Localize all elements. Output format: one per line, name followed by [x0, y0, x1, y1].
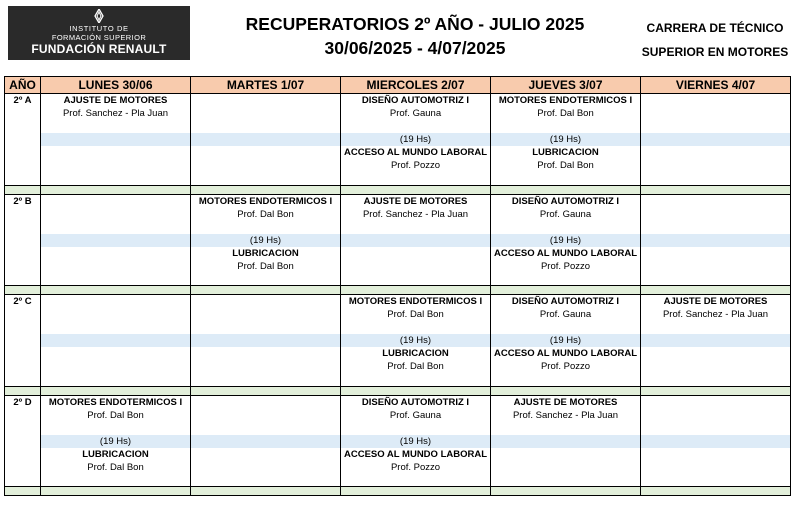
schedule-cell: [641, 120, 791, 133]
separator-cell: [5, 286, 41, 295]
table-row: [5, 308, 791, 321]
table-row: [5, 107, 791, 120]
schedule-cell: ACCESO AL MUNDO LABORAL: [341, 146, 491, 159]
table-row: [5, 247, 791, 260]
separator-cell: [191, 185, 341, 194]
table-row: [5, 373, 791, 386]
group-separator: [5, 185, 791, 194]
separator-cell: [341, 185, 491, 194]
separator-cell: [191, 286, 341, 295]
schedule-cell: [41, 260, 191, 273]
separator-cell: [41, 286, 191, 295]
table-row: [5, 221, 791, 234]
schedule-cell: [191, 295, 341, 309]
schedule-cell: AJUSTE DE MOTORES: [641, 295, 791, 309]
institute-logo: [8, 6, 190, 60]
table-row: [5, 409, 791, 422]
table-row: [5, 172, 791, 185]
schedule-cell: DISEÑO AUTOMOTRIZ I: [491, 194, 641, 208]
schedule-cell: [41, 321, 191, 334]
schedule-cell: [191, 273, 341, 286]
schedule-cell: LUBRICACION: [491, 146, 641, 159]
schedule-cell: [41, 234, 191, 247]
column-header-miercoles: MIERCOLES 2/07: [341, 77, 491, 94]
schedule-cell: [641, 409, 791, 422]
schedule-cell: [491, 373, 641, 386]
schedule-cell: Prof. Gauna: [491, 308, 641, 321]
group-separator: [5, 386, 791, 395]
table-row: [5, 422, 791, 435]
schedule-cell: [641, 133, 791, 146]
schedule-cell: Prof. Pozzo: [341, 461, 491, 474]
schedule-cell: [341, 247, 491, 260]
schedule-cell: [41, 146, 191, 159]
column-header-anio: AÑO: [5, 77, 41, 94]
schedule-cell: Prof. Sanchez - Pla Juan: [641, 308, 791, 321]
schedule-cell: Prof. Dal Bon: [491, 107, 641, 120]
schedule-cell: [641, 107, 791, 120]
schedule-cell: [341, 373, 491, 386]
schedule-cell: DISEÑO AUTOMOTRIZ I: [491, 295, 641, 309]
column-header-martes: MARTES 1/07: [191, 77, 341, 94]
schedule-table: [4, 76, 791, 496]
schedule-cell: Prof. Dal Bon: [341, 360, 491, 373]
schedule-cell: AJUSTE DE MOTORES: [41, 94, 191, 108]
schedule-cell: Prof. Gauna: [341, 107, 491, 120]
renault-diamond-icon: [92, 9, 106, 23]
schedule-cell: [641, 395, 791, 409]
schedule-cell: [191, 474, 341, 487]
schedule-cell: [641, 172, 791, 185]
separator-cell: [5, 386, 41, 395]
separator-cell: [41, 185, 191, 194]
schedule-cell: [641, 360, 791, 373]
schedule-cell: [41, 334, 191, 347]
schedule-cell: [641, 260, 791, 273]
column-header-lunes: LUNES 30/06: [41, 77, 191, 94]
group-separator: [5, 286, 791, 295]
schedule-cell: (19 Hs): [491, 334, 641, 347]
schedule-cell: MOTORES ENDOTERMICOS I: [341, 295, 491, 309]
schedule-cell: [641, 422, 791, 435]
schedule-cell: [341, 422, 491, 435]
schedule-cell: [41, 347, 191, 360]
schedule-cell: [191, 321, 341, 334]
table-row: [5, 159, 791, 172]
schedule-cell: [41, 273, 191, 286]
schedule-cell: LUBRICACION: [41, 448, 191, 461]
separator-cell: [641, 386, 791, 395]
table-row: [5, 194, 791, 208]
separator-cell: [341, 286, 491, 295]
schedule-cell: Prof. Gauna: [491, 208, 641, 221]
schedule-cell: Prof. Gauna: [341, 409, 491, 422]
separator-cell: [5, 487, 41, 496]
schedule-cell: MOTORES ENDOTERMICOS I: [41, 395, 191, 409]
schedule-cell: [191, 146, 341, 159]
schedule-cell: [641, 208, 791, 221]
schedule-cell: Prof. Pozzo: [491, 260, 641, 273]
schedule-cell: [491, 435, 641, 448]
schedule-cell: Prof. Sanchez - Pla Juan: [491, 409, 641, 422]
table-row: [5, 94, 791, 108]
schedule-cell: [41, 208, 191, 221]
schedule-cell: [191, 448, 341, 461]
schedule-cell: Prof. Dal Bon: [41, 409, 191, 422]
schedule-cell: [41, 194, 191, 208]
schedule-cell: (19 Hs): [341, 133, 491, 146]
table-row: [5, 448, 791, 461]
schedule-cell: [41, 422, 191, 435]
schedule-cell: [191, 395, 341, 409]
table-row: [5, 461, 791, 474]
schedule-cell: LUBRICACION: [341, 347, 491, 360]
schedule-cell: [41, 474, 191, 487]
schedule-cell: [341, 172, 491, 185]
schedule-cell: Prof. Pozzo: [491, 360, 641, 373]
schedule-cell: [41, 172, 191, 185]
schedule-cell: (19 Hs): [341, 334, 491, 347]
separator-cell: [341, 487, 491, 496]
schedule-cell: Prof. Pozzo: [341, 159, 491, 172]
table-row: [5, 395, 791, 409]
schedule-cell: [191, 409, 341, 422]
schedule-cell: [41, 295, 191, 309]
schedule-cell: [641, 94, 791, 108]
schedule-cell: [641, 474, 791, 487]
schedule-cell: [641, 221, 791, 234]
table-row: [5, 146, 791, 159]
schedule-cell: [641, 448, 791, 461]
schedule-cell: Prof. Dal Bon: [191, 208, 341, 221]
schedule-cell: [641, 194, 791, 208]
career-label-line2: SUPERIOR EN MOTORES: [641, 45, 789, 59]
career-label-line1: CARRERA DE TÉCNICO: [646, 21, 784, 35]
table-header-row: [5, 77, 791, 94]
schedule-cell: [641, 373, 791, 386]
schedule-cell: (19 Hs): [491, 133, 641, 146]
schedule-cell: Prof. Dal Bon: [41, 461, 191, 474]
schedule-cell: [641, 146, 791, 159]
table-row: [5, 208, 791, 221]
schedule-cell: [641, 435, 791, 448]
separator-cell: [191, 386, 341, 395]
schedule-cell: [191, 120, 341, 133]
table-row: [5, 295, 791, 309]
schedule-cell: [191, 422, 341, 435]
schedule-cell: DISEÑO AUTOMOTRIZ I: [341, 395, 491, 409]
schedule-cell: [641, 321, 791, 334]
schedule-cell: [341, 260, 491, 273]
table-row: [5, 334, 791, 347]
schedule-cell: AJUSTE DE MOTORES: [491, 395, 641, 409]
schedule-cell: LUBRICACION: [191, 247, 341, 260]
group-separator: [5, 487, 791, 496]
schedule-cell: Prof. Sanchez - Pla Juan: [41, 107, 191, 120]
schedule-cell: (19 Hs): [341, 435, 491, 448]
separator-cell: [641, 286, 791, 295]
schedule-cell: [191, 334, 341, 347]
schedule-cell: [191, 221, 341, 234]
table-row: [5, 120, 791, 133]
table-row: [5, 435, 791, 448]
logo-text-line3: FUNDACIÓN RENAULT: [31, 42, 167, 56]
schedule-cell: [641, 247, 791, 260]
schedule-cell: [341, 273, 491, 286]
table-row: [5, 474, 791, 487]
schedule-cell: [41, 120, 191, 133]
schedule-cell: [191, 133, 341, 146]
schedule-cell: [191, 94, 341, 108]
schedule-cell: [491, 321, 641, 334]
schedule-cell: [341, 474, 491, 487]
schedule-cell: ACCESO AL MUNDO LABORAL: [491, 247, 641, 260]
schedule-cell: [341, 120, 491, 133]
schedule-cell: Prof. Dal Bon: [341, 308, 491, 321]
table-row: [5, 133, 791, 146]
schedule-cell: MOTORES ENDOTERMICOS I: [491, 94, 641, 108]
schedule-cell: [41, 159, 191, 172]
schedule-cell: Prof. Sanchez - Pla Juan: [341, 208, 491, 221]
separator-cell: [341, 386, 491, 395]
separator-cell: [41, 386, 191, 395]
schedule-cell: [41, 373, 191, 386]
separator-cell: [641, 185, 791, 194]
schedule-cell: ACCESO AL MUNDO LABORAL: [341, 448, 491, 461]
schedule-cell: [191, 347, 341, 360]
table-row: [5, 234, 791, 247]
schedule-cell: [491, 461, 641, 474]
schedule-cell: [41, 247, 191, 260]
schedule-cell: [491, 120, 641, 133]
schedule-cell: [491, 422, 641, 435]
schedule-cell: ACCESO AL MUNDO LABORAL: [491, 347, 641, 360]
schedule-cell: [641, 347, 791, 360]
schedule-cell: [191, 107, 341, 120]
schedule-cell: [191, 461, 341, 474]
separator-cell: [491, 386, 641, 395]
group-label: 2º C: [5, 295, 41, 387]
schedule-cell: DISEÑO AUTOMOTRIZ I: [341, 94, 491, 108]
schedule-cell: [341, 321, 491, 334]
schedule-cell: [191, 308, 341, 321]
separator-cell: [491, 487, 641, 496]
schedule-cell: AJUSTE DE MOTORES: [341, 194, 491, 208]
schedule-cell: [341, 221, 491, 234]
schedule-cell: MOTORES ENDOTERMICOS I: [191, 194, 341, 208]
group-label: 2º D: [5, 395, 41, 487]
separator-cell: [41, 487, 191, 496]
schedule-cell: [641, 234, 791, 247]
schedule-cell: [41, 360, 191, 373]
schedule-cell: [641, 334, 791, 347]
table-row: [5, 273, 791, 286]
schedule-cell: (19 Hs): [191, 234, 341, 247]
schedule-cell: Prof. Dal Bon: [191, 260, 341, 273]
table-row: [5, 347, 791, 360]
schedule-cell: [191, 159, 341, 172]
schedule-cell: [491, 474, 641, 487]
table-row: [5, 321, 791, 334]
separator-cell: [491, 286, 641, 295]
separator-cell: [5, 185, 41, 194]
schedule-cell: (19 Hs): [41, 435, 191, 448]
column-header-viernes: VIERNES 4/07: [641, 77, 791, 94]
table-row: [5, 360, 791, 373]
group-label: 2º B: [5, 194, 41, 286]
schedule-cell: [491, 448, 641, 461]
schedule-cell: [41, 221, 191, 234]
schedule-cell: [191, 373, 341, 386]
schedule-cell: [491, 221, 641, 234]
separator-cell: [191, 487, 341, 496]
separator-cell: [641, 487, 791, 496]
column-header-jueves: JUEVES 3/07: [491, 77, 641, 94]
schedule-cell: [641, 273, 791, 286]
schedule-cell: [491, 172, 641, 185]
schedule-cell: (19 Hs): [491, 234, 641, 247]
schedule-cell: [491, 273, 641, 286]
logo-text-line2: FORMACIÓN SUPERIOR: [51, 33, 147, 42]
page-title: RECUPERATORIOS 2º AÑO - JULIO 2025: [245, 14, 585, 34]
schedule-cell: Prof. Dal Bon: [491, 159, 641, 172]
schedule-cell: [641, 159, 791, 172]
group-label: 2º A: [5, 94, 41, 186]
schedule-cell: [41, 308, 191, 321]
date-range: 30/06/2025 - 4/07/2025: [324, 38, 506, 58]
schedule-cell: [641, 461, 791, 474]
schedule-cell: [341, 234, 491, 247]
table-row: [5, 260, 791, 273]
schedule-cell: [191, 435, 341, 448]
schedule-cell: [191, 360, 341, 373]
separator-cell: [491, 185, 641, 194]
logo-text-line1: INSTITUTO DE: [69, 24, 129, 33]
schedule-cell: [41, 133, 191, 146]
schedule-cell: [191, 172, 341, 185]
